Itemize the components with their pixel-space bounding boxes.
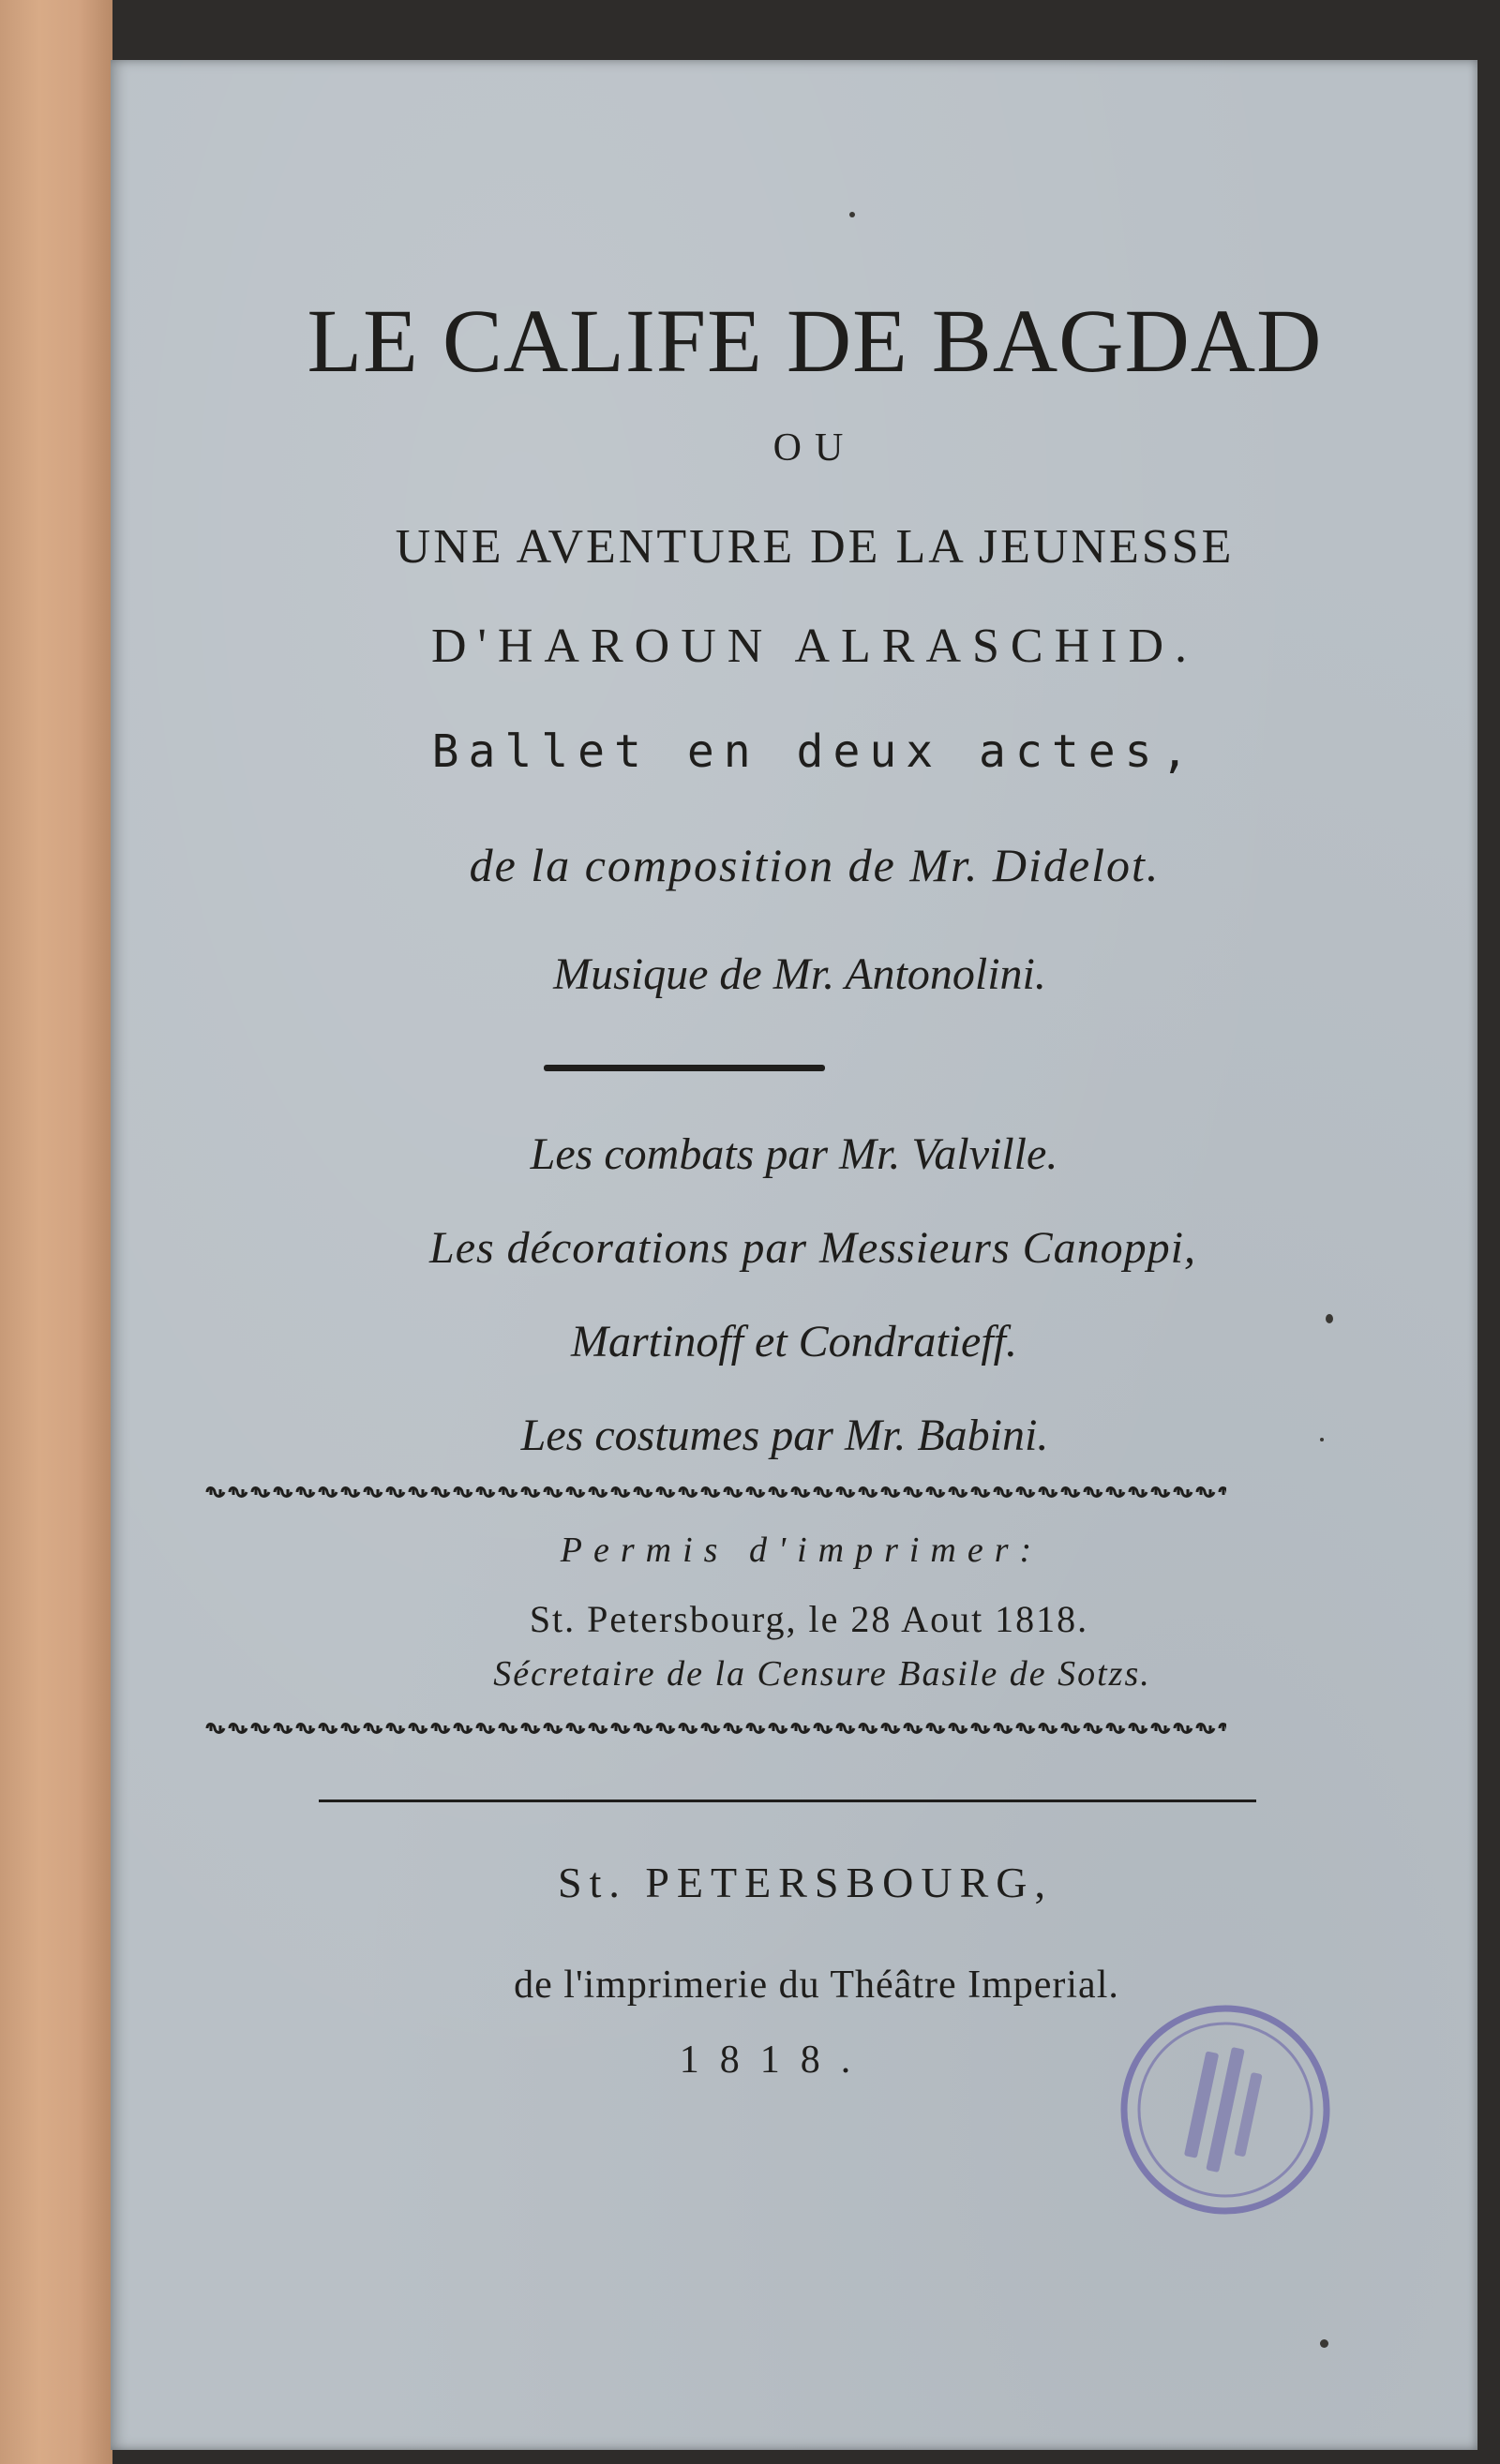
genre-line: Ballet en deux actes, [431,725,1198,778]
ink-speck [849,212,855,217]
title-page [111,60,1478,2450]
censor-signature: Sécretaire de la Censure Basile de Sotzs. [493,1654,1151,1694]
ornamental-border-top [204,1481,1226,1503]
ink-speck [1326,1314,1333,1323]
decorators-continued: Martinoff et Condratieff. [571,1317,1017,1366]
decorations-credit: Les décorations par Messieurs Canoppi, [429,1223,1196,1273]
short-divider-rule [544,1065,825,1071]
ink-speck [1320,2339,1328,2348]
permission-place-date: St. Petersbourg, le 28 Aout 1818. [529,1598,1089,1640]
costumes-credit: Les costumes par Mr. Babini. [520,1411,1049,1460]
ink-speck [1320,1438,1324,1441]
imprint-printer: de l'imprimerie du Théâtre Imperial. [514,1964,1119,2007]
imprint-year: 1818. [679,2038,872,2082]
imprint-city: St. PETERSBOURG, [557,1859,1054,1906]
composition-line: de la composition de Mr. Didelot. [469,839,1161,891]
library-stamp [1098,1982,1354,2238]
long-divider-rule [319,1799,1256,1802]
book-title: LE CALIFE DE BAGDAD [307,291,1323,391]
combats-credit: Les combats par Mr. Valville. [530,1129,1058,1179]
book-spine [0,0,112,2464]
ornamental-border-bottom [204,1717,1226,1740]
subtitle-line-1: UNE AVENTURE DE LA JEUNESSE [395,520,1235,574]
title-conjunction: OU [772,426,857,470]
print-permission: Permis d'imprimer: [560,1531,1043,1570]
music-credit: Musique de Mr. Antonolini. [553,949,1046,999]
subtitle-line-2: D'HAROUN ALRASCHID. [430,620,1199,673]
